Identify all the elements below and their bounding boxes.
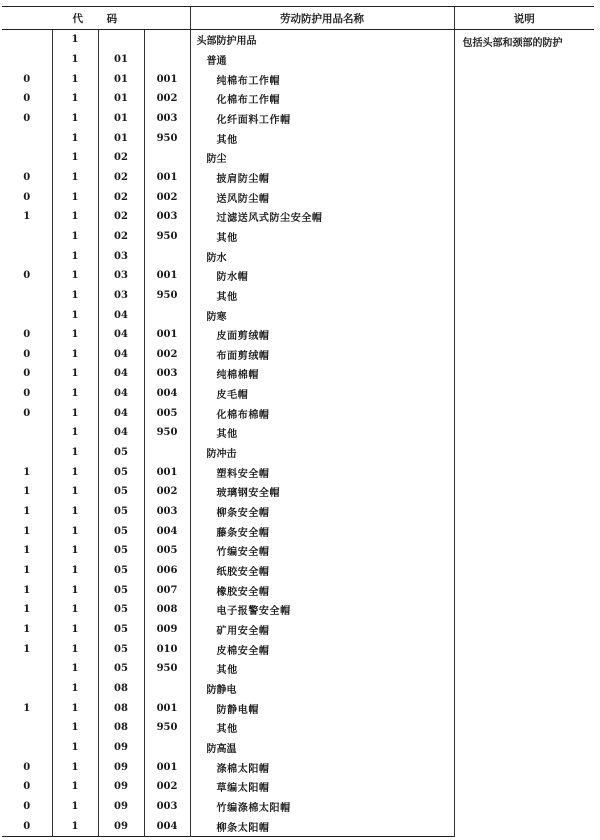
item-name-cell: 皮毛帽: [190, 384, 454, 404]
code-item-cell: 003: [144, 207, 190, 227]
code-class-cell: 1: [52, 482, 98, 502]
code-class-cell: 1: [52, 227, 98, 247]
code-group-cell: 03: [98, 286, 144, 306]
code-item-cell: 005: [144, 541, 190, 561]
code-group-cell: 09: [98, 757, 144, 777]
code-group-cell: 05: [98, 639, 144, 659]
item-name-cell: 电子报警安全帽: [190, 600, 454, 620]
code-item-cell: 001: [144, 168, 190, 188]
code-item-cell: [144, 30, 190, 50]
code-major-cell: 1: [23, 624, 31, 636]
code-major-cell: [2, 718, 52, 738]
code-class-cell: 1: [52, 325, 98, 345]
code-major-cell: 0: [23, 407, 31, 419]
code-class-cell: 1: [52, 305, 98, 325]
code-major-cell: [2, 30, 52, 50]
item-name-cell: 橡胶安全帽: [190, 580, 454, 600]
code-class-cell: 1: [52, 148, 98, 168]
code-group-cell: 05: [98, 541, 144, 561]
item-name-cell: 防高温: [190, 738, 454, 758]
item-name-cell: 披肩防尘帽: [190, 168, 454, 188]
code-item-cell: 008: [144, 600, 190, 620]
code-item-cell: [144, 246, 190, 266]
code-group-cell: 04: [98, 403, 144, 423]
code-class-cell: 1: [52, 109, 98, 129]
code-class-cell: 1: [52, 521, 98, 541]
item-name-cell: 化棉布工作帽: [190, 89, 454, 109]
code-class-cell: 1: [52, 266, 98, 286]
code-item-cell: 001: [144, 698, 190, 718]
code-major-cell: 0: [23, 93, 31, 105]
code-item-cell: 003: [144, 109, 190, 129]
item-name-cell: 竹编涤棉太阳帽: [190, 797, 454, 817]
code-class-cell: 1: [52, 89, 98, 109]
code-item-cell: 002: [144, 89, 190, 109]
code-class-cell: 1: [52, 816, 98, 836]
code-class-cell: 1: [52, 187, 98, 207]
code-class-cell: 1: [52, 286, 98, 306]
code-group-cell: 09: [98, 797, 144, 817]
code-group-cell: 05: [98, 561, 144, 581]
table-row: [2, 30, 594, 50]
code-class-cell: 1: [52, 128, 98, 148]
code-group-cell: 03: [98, 246, 144, 266]
code-group-cell: 05: [98, 600, 144, 620]
code-class-cell: 1: [52, 364, 98, 384]
code-item-cell: 002: [144, 482, 190, 502]
item-name-cell: 纸胶安全帽: [190, 561, 454, 581]
item-name-cell: 防静电: [190, 679, 454, 699]
item-name-cell: 头部防护用品: [190, 30, 454, 50]
code-item-cell: 950: [144, 227, 190, 247]
code-item-cell: 009: [144, 620, 190, 640]
code-item-cell: [144, 148, 190, 168]
code-major-cell: 1: [23, 604, 31, 616]
code-major-cell: 1: [23, 525, 31, 537]
code-major-cell: [2, 50, 52, 70]
code-group-cell: 02: [98, 168, 144, 188]
code-class-cell: 1: [52, 718, 98, 738]
code-item-cell: 010: [144, 639, 190, 659]
code-class-cell: 1: [52, 403, 98, 423]
code-group-cell: 08: [98, 698, 144, 718]
code-class-cell: 1: [52, 423, 98, 443]
code-item-cell: 001: [144, 266, 190, 286]
code-class-cell: 1: [52, 600, 98, 620]
code-major-cell: 0: [23, 171, 31, 183]
code-item-cell: 001: [144, 69, 190, 89]
code-class-cell: 1: [52, 462, 98, 482]
code-group-cell: 02: [98, 207, 144, 227]
item-name-cell: 柳条安全帽: [190, 502, 454, 522]
code-major-cell: 0: [2, 816, 52, 836]
code-group-cell: 05: [98, 659, 144, 679]
code-major-cell: 0: [23, 191, 31, 203]
code-major-cell: [2, 679, 52, 699]
item-name-cell: 化纤面料工作帽: [190, 109, 454, 129]
code-class-cell: 1: [52, 384, 98, 404]
code-major-cell: [2, 305, 52, 325]
code-major-cell: [2, 423, 52, 443]
code-class-cell: 1: [52, 30, 98, 50]
item-name-cell: 防静电帽: [190, 698, 454, 718]
item-name-cell: 防寒: [190, 305, 454, 325]
code-item-cell: 003: [144, 502, 190, 522]
code-group-cell: 09: [98, 777, 144, 797]
code-group-cell: 03: [98, 266, 144, 286]
code-major-cell: 1: [23, 545, 31, 557]
code-item-cell: 002: [144, 345, 190, 365]
code-item-cell: 002: [144, 777, 190, 797]
code-major-cell: [2, 738, 52, 758]
code-item-cell: [144, 738, 190, 758]
code-class-cell: 1: [52, 698, 98, 718]
code-group-cell: 04: [98, 384, 144, 404]
item-name-cell: 其他: [190, 423, 454, 443]
code-group-cell: 05: [98, 580, 144, 600]
note-cell: 包括头部和颈部的防护: [454, 30, 594, 837]
code-item-cell: 006: [144, 561, 190, 581]
code-group-cell: 08: [98, 718, 144, 738]
code-major-cell: 0: [23, 73, 31, 85]
code-class-cell: 1: [52, 443, 98, 463]
code-item-cell: 950: [144, 718, 190, 738]
code-major-cell: [2, 443, 52, 463]
code-item-cell: [144, 305, 190, 325]
code-group-cell: 04: [98, 325, 144, 345]
code-class-cell: 1: [52, 777, 98, 797]
item-name-cell: 化棉布棉帽: [190, 403, 454, 423]
item-name-cell: 其他: [190, 659, 454, 679]
code-group-cell: 05: [98, 620, 144, 640]
code-class-cell: 1: [52, 639, 98, 659]
code-group-cell: 04: [98, 423, 144, 443]
code-class-cell: 1: [52, 69, 98, 89]
item-name-cell: 竹编安全帽: [190, 541, 454, 561]
code-major-cell: 1: [23, 584, 31, 596]
code-major-cell: [2, 246, 52, 266]
note-column-header: 说明: [454, 7, 594, 30]
code-class-cell: 1: [52, 620, 98, 640]
code-group-cell: [98, 30, 144, 50]
code-group-cell: 01: [98, 50, 144, 70]
item-name-cell: 普通: [190, 50, 454, 70]
code-major-cell: 1: [23, 702, 31, 714]
code-item-cell: 950: [144, 286, 190, 306]
item-name-cell: 其他: [190, 286, 454, 306]
code-group-cell: 01: [98, 128, 144, 148]
item-name-cell: 纯棉布工作帽: [190, 69, 454, 89]
item-name-cell: 布面剪绒帽: [190, 345, 454, 365]
code-group-cell: 08: [98, 679, 144, 699]
code-item-cell: 002: [144, 187, 190, 207]
code-item-cell: 001: [144, 757, 190, 777]
code-major-cell: 1: [23, 643, 31, 655]
code-class-cell: 1: [52, 580, 98, 600]
code-class-cell: 1: [52, 659, 98, 679]
item-name-cell: 防水: [190, 246, 454, 266]
code-item-cell: 950: [144, 659, 190, 679]
code-group-cell: 02: [98, 187, 144, 207]
code-major-cell: 0: [23, 388, 31, 400]
item-name-cell: 其他: [190, 128, 454, 148]
code-major-cell: [2, 128, 52, 148]
code-major-cell: [2, 148, 52, 168]
item-name-cell: 柳条太阳帽: [190, 816, 454, 836]
code-major-cell: 0: [23, 761, 31, 773]
code-item-cell: 004: [144, 521, 190, 541]
code-group-cell: 05: [98, 462, 144, 482]
code-group-cell: 01: [98, 69, 144, 89]
code-major-cell: 0: [23, 270, 31, 282]
code-group-cell: 02: [98, 227, 144, 247]
code-major-cell: [2, 227, 52, 247]
code-item-cell: [144, 443, 190, 463]
item-name-cell: 藤条安全帽: [190, 521, 454, 541]
code-item-cell: 003: [144, 364, 190, 384]
code-class-cell: 1: [52, 345, 98, 365]
code-group-cell: 01: [98, 109, 144, 129]
code-group-cell: 01: [98, 89, 144, 109]
code-item-cell: 004: [144, 384, 190, 404]
item-name-cell: 涤棉太阳帽: [190, 757, 454, 777]
item-name-cell: 玻璃钢安全帽: [190, 482, 454, 502]
code-group-cell: 05: [98, 482, 144, 502]
code-item-cell: [144, 679, 190, 699]
code-group-cell: 05: [98, 443, 144, 463]
code-class-cell: 1: [52, 50, 98, 70]
code-major-cell: 0: [23, 329, 31, 341]
code-major-cell: 0: [23, 368, 31, 380]
code-item-cell: 004: [144, 816, 190, 836]
item-name-cell: 防水帽: [190, 266, 454, 286]
code-item-cell: 950: [144, 423, 190, 443]
code-major-cell: 1: [23, 486, 31, 498]
item-name-cell: 皮面剪绒帽: [190, 325, 454, 345]
code-class-cell: 1: [52, 246, 98, 266]
item-name-cell: 其他: [190, 718, 454, 738]
code-item-cell: 005: [144, 403, 190, 423]
table-header-row: [2, 7, 594, 30]
code-major-cell: [2, 286, 52, 306]
code-class-cell: 1: [52, 502, 98, 522]
item-name-cell: 其他: [190, 227, 454, 247]
code-group-cell: 02: [98, 148, 144, 168]
code-major-cell: 1: [23, 466, 31, 478]
code-item-cell: 007: [144, 580, 190, 600]
code-major-cell: 1: [23, 565, 31, 577]
item-name-cell: 过滤送风式防尘安全帽: [190, 207, 454, 227]
code-group-cell: 09: [98, 816, 144, 836]
code-class-cell: 1: [52, 679, 98, 699]
item-name-cell: 防尘: [190, 148, 454, 168]
code-class-cell: 1: [52, 797, 98, 817]
code-item-cell: 001: [144, 325, 190, 345]
item-name-cell: 防冲击: [190, 443, 454, 463]
code-major-cell: 0: [23, 781, 31, 793]
code-group-cell: 05: [98, 521, 144, 541]
item-name-cell: 草编太阳帽: [190, 777, 454, 797]
protective-equipment-code-table: [2, 6, 594, 837]
code-item-cell: 001: [144, 462, 190, 482]
code-class-cell: 1: [52, 541, 98, 561]
code-class-cell: 1: [52, 561, 98, 581]
code-item-cell: 003: [144, 797, 190, 817]
code-class-cell: 1: [52, 207, 98, 227]
code-class-cell: 1: [52, 168, 98, 188]
item-name-cell: 纯棉棉帽: [190, 364, 454, 384]
code-group-cell: 05: [98, 502, 144, 522]
code-group-cell: 04: [98, 345, 144, 365]
table-body: [2, 30, 594, 837]
code-group-cell: 09: [98, 738, 144, 758]
code-item-cell: 950: [144, 128, 190, 148]
code-group-cell: 04: [98, 305, 144, 325]
code-major-cell: 1: [23, 211, 31, 223]
code-major-cell: 1: [23, 506, 31, 518]
item-name-cell: 皮棉安全帽: [190, 639, 454, 659]
code-major-cell: 0: [23, 800, 31, 812]
code-class-cell: 1: [52, 757, 98, 777]
code-major-cell: [2, 659, 52, 679]
name-column-header: 劳动防护用品名称: [190, 7, 454, 30]
code-major-cell: 0: [23, 348, 31, 360]
code-item-cell: [144, 50, 190, 70]
code-group-cell: 04: [98, 364, 144, 384]
code-column-header: 代 码: [2, 7, 190, 30]
item-name-cell: 矿用安全帽: [190, 620, 454, 640]
item-name-cell: 送风防尘帽: [190, 187, 454, 207]
item-name-cell: 塑料安全帽: [190, 462, 454, 482]
code-major-cell: 0: [23, 112, 31, 124]
code-class-cell: 1: [52, 738, 98, 758]
